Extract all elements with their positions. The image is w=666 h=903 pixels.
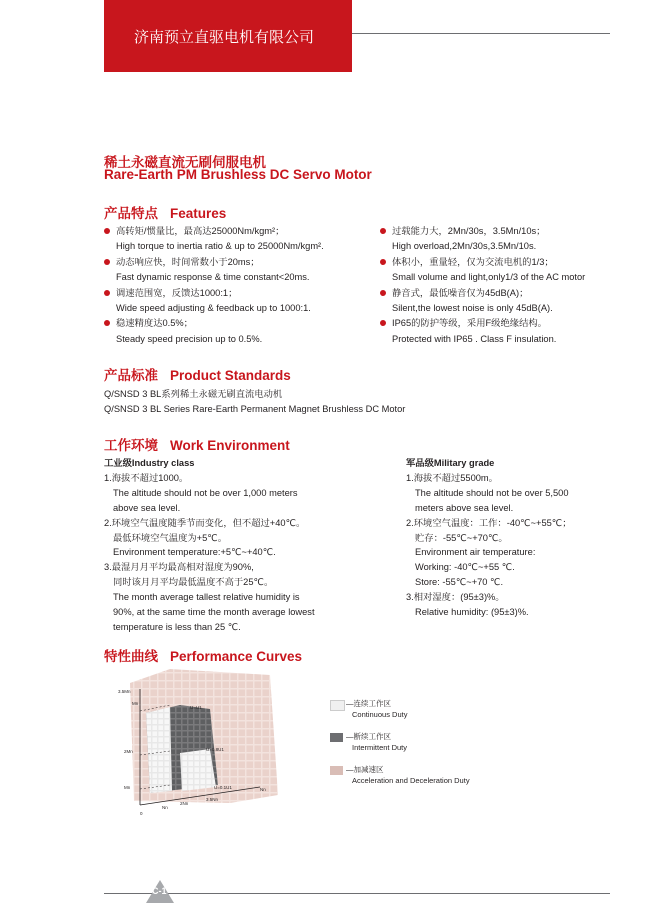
feature-item-en: Silent,the lowest noise is only 45dB(A). xyxy=(392,303,553,314)
continuous-zone-lower xyxy=(180,749,216,791)
env-line: 最低环境空气温度为+5℃。 xyxy=(113,532,228,543)
env-line: Environment temperature:+5℃~+40℃. xyxy=(113,547,276,558)
env-line: 1.海拔不超过5500m。 xyxy=(406,472,498,483)
feature-item: 静音式，最低噪音仅为45dB(A)； xyxy=(380,286,585,301)
env-line: 3.最湿月月平均最高相对湿度为90%, xyxy=(104,562,254,573)
env-line: 90%, at the same time the month average lowest xyxy=(113,607,315,618)
company-name: 济南预立直驱电机有限公司 xyxy=(134,29,315,46)
env-line: 1.海拔不超过1000。 xyxy=(104,472,189,483)
product-title-cn: 稀土永磁直流无刷伺服电机 xyxy=(104,155,266,170)
feature-item-en: Small volume and light,only1/3 of the AC motor xyxy=(392,272,586,283)
features-heading-cn: 产品特点 xyxy=(104,206,158,221)
feature-item: 稳速精度达0.5%； xyxy=(104,316,324,331)
axis-label: Mn xyxy=(124,785,131,790)
legend-continuous xyxy=(330,698,530,722)
curves-heading-en: Performance Curves xyxy=(170,649,303,664)
bullet-icon xyxy=(104,228,110,234)
legend-label-en: Intermittent Duty xyxy=(352,743,408,752)
curve-label: U=0.1U1 xyxy=(214,785,232,790)
standard-line-en: Q/SNSD 3 BL Series Rare-Earth Permanent Magnet Brushless DC Motor xyxy=(104,404,406,414)
feature-item-en: High torque to inertia ratio & up to 25000Nm/kgm². xyxy=(116,241,324,252)
bullet-icon xyxy=(380,290,386,296)
feature-item: 高转矩/惯量比，最高达25000Nm/kgm²； xyxy=(104,224,324,239)
env-line: Working: -40℃~+55 ℃. xyxy=(415,562,515,573)
continuous-zone xyxy=(146,707,172,793)
env-line: The altitude should not be over 1,000 meters xyxy=(113,487,298,498)
env-line: temperature is less than 25 ℃. xyxy=(113,621,241,632)
env-line: Environment air temperature: xyxy=(415,547,536,558)
features-heading xyxy=(104,202,226,222)
feature-item-en: Protected with IP65 . Class F insulation. xyxy=(392,333,557,344)
environment-heading xyxy=(104,434,290,454)
feature-item: 过载能力大，2Mn/30s，3.5Mn/10s； xyxy=(380,224,585,239)
env-line: 3.相对湿度：(95±3)%。 xyxy=(406,592,505,603)
features-heading-en: Features xyxy=(170,206,227,221)
legend-label-en: Continuous Duty xyxy=(352,710,408,719)
axis-label: 0 xyxy=(140,811,143,816)
env-line: 贮存：-55℃~+70℃。 xyxy=(415,532,508,543)
environment-heading-en: Work Environment xyxy=(170,438,290,453)
axis-label: 2Mn xyxy=(124,749,133,754)
performance-curve-diagram xyxy=(110,665,280,825)
standards-heading xyxy=(104,364,291,384)
legend-label-cn: —断续工作区 xyxy=(346,732,391,741)
footer-rule xyxy=(104,893,610,894)
industry-class-block xyxy=(104,456,315,635)
env-line: Relative humidity: (95±3)%. xyxy=(415,607,529,618)
legend-acceleration xyxy=(330,764,530,788)
feature-item-en: Wide speed adjusting & feedback up to 1000:1. xyxy=(116,303,311,314)
curve-label: U=U1 xyxy=(190,705,202,710)
bullet-icon xyxy=(104,259,110,265)
feature-item: IP65的防护等级，采用F级绝缘结构。 xyxy=(380,316,585,331)
military-grade-title: 军品级Military grade xyxy=(406,458,495,468)
standard-line-cn: Q/SNSD 3 BL系列稀土永磁无刷直流电动机 xyxy=(104,389,283,399)
env-line: above sea level. xyxy=(113,502,181,513)
curve-label: U=0.8U1 xyxy=(206,747,224,752)
env-line: 2.环境空气温度：工作：-40℃~+55℃； xyxy=(406,517,572,528)
features-right-list xyxy=(380,224,585,347)
env-line: 同时该月月平均最低温度不高于25℃。 xyxy=(113,577,274,588)
feature-item-en: High overload,2Mn/30s,3.5Mn/10s. xyxy=(392,241,537,252)
curves-heading xyxy=(104,645,302,665)
bullet-icon xyxy=(104,320,110,326)
env-line: The altitude should not be over 5,500 xyxy=(415,487,569,498)
header-rule xyxy=(352,33,610,34)
env-line: meters above sea level. xyxy=(415,502,514,513)
axis-label: 3.5Nn xyxy=(206,797,219,802)
page-number: C-1 xyxy=(152,886,167,896)
standards-text xyxy=(104,387,405,417)
legend-label-en: Acceleration and Deceleration Duty xyxy=(352,776,470,785)
feature-item-en: Steady speed precision up to 0.5%. xyxy=(116,333,263,344)
legend-swatch xyxy=(330,700,345,711)
features-left-list xyxy=(104,224,324,347)
legend-swatch xyxy=(330,766,343,775)
env-line: The month average tallest relative humidity is xyxy=(113,592,300,603)
feature-item-en: Fast dynamic response & time constant<20ms. xyxy=(116,272,310,283)
industry-class-title: 工业级Industry class xyxy=(104,458,195,468)
feature-item: 动态响应快，时间常数小于20ms； xyxy=(104,255,324,270)
bullet-icon xyxy=(104,290,110,296)
legend-label-cn: —连续工作区 xyxy=(346,699,391,708)
environment-heading-cn: 工作环境 xyxy=(104,438,158,453)
legend-swatch xyxy=(330,733,343,742)
bullet-icon xyxy=(380,228,386,234)
curves-heading-cn: 特性曲线 xyxy=(104,649,158,664)
bullet-icon xyxy=(380,320,386,326)
env-line: 2.环境空气温度随季节而变化，但不超过+40℃。 xyxy=(104,517,306,528)
axis-label: 3.5Mn xyxy=(118,689,131,694)
bullet-icon xyxy=(380,259,386,265)
legend-intermittent xyxy=(330,731,530,755)
product-title-en: Rare-Earth PM Brushless DC Servo Motor xyxy=(104,167,372,182)
feature-item: 调速范围宽，反馈达1000:1； xyxy=(104,286,324,301)
standards-heading-en: Product Standards xyxy=(170,368,291,383)
feature-item: 体积小，重量轻，仅为交流电机的1/3； xyxy=(380,255,585,270)
env-line: Store: -55℃~+70 ℃. xyxy=(415,577,504,588)
military-grade-block xyxy=(406,456,572,620)
axis-label: Nn xyxy=(260,787,266,792)
axis-label: Mn xyxy=(132,701,139,706)
legend-label-cn: —加减速区 xyxy=(346,765,384,774)
standards-heading-cn: 产品标准 xyxy=(104,368,158,383)
axis-label: 2Nn xyxy=(180,801,189,806)
axis-label: Nn xyxy=(162,805,168,810)
